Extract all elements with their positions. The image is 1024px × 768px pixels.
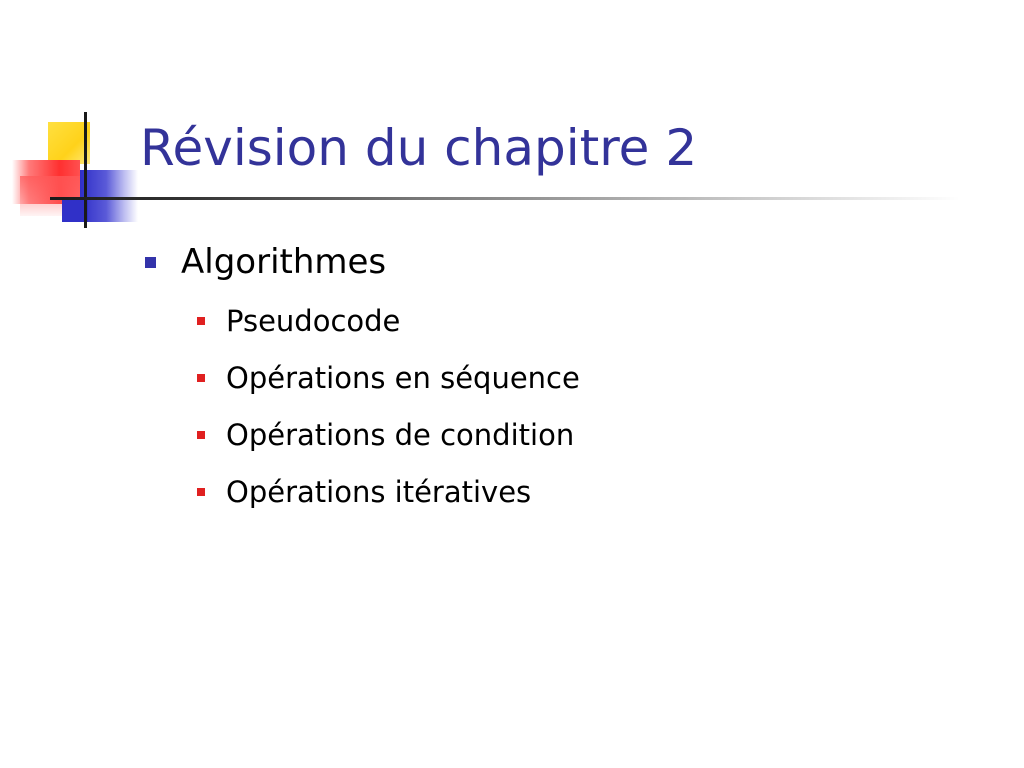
sub-bullet-text: Opérations en séquence xyxy=(226,360,580,395)
sub-bullet-item xyxy=(197,463,580,520)
bullet-text: Algorithmes xyxy=(181,242,387,282)
sub-bullet-list xyxy=(145,292,580,520)
sub-bullet-item xyxy=(197,292,580,349)
square-bullet-icon xyxy=(197,431,205,439)
sub-bullet-item xyxy=(197,349,580,406)
title-underline-rule xyxy=(50,197,960,200)
square-bullet-icon xyxy=(197,488,205,496)
square-bullet-icon xyxy=(197,317,205,325)
decorative-logo xyxy=(0,0,150,240)
vertical-rule xyxy=(84,112,87,228)
square-bullet-icon xyxy=(197,374,205,382)
square-bullet-icon xyxy=(145,257,156,268)
bullet-list xyxy=(145,236,580,520)
sub-bullet-text: Opérations de condition xyxy=(226,417,575,452)
bullet-item-level1 xyxy=(145,236,580,520)
sub-bullet-text: Pseudocode xyxy=(226,303,401,338)
blue-square-decoration xyxy=(80,170,138,222)
sub-bullet-text: Opérations itératives xyxy=(226,474,532,509)
sub-bullet-item xyxy=(197,406,580,463)
slide-title: Révision du chapitre 2 xyxy=(140,119,698,177)
